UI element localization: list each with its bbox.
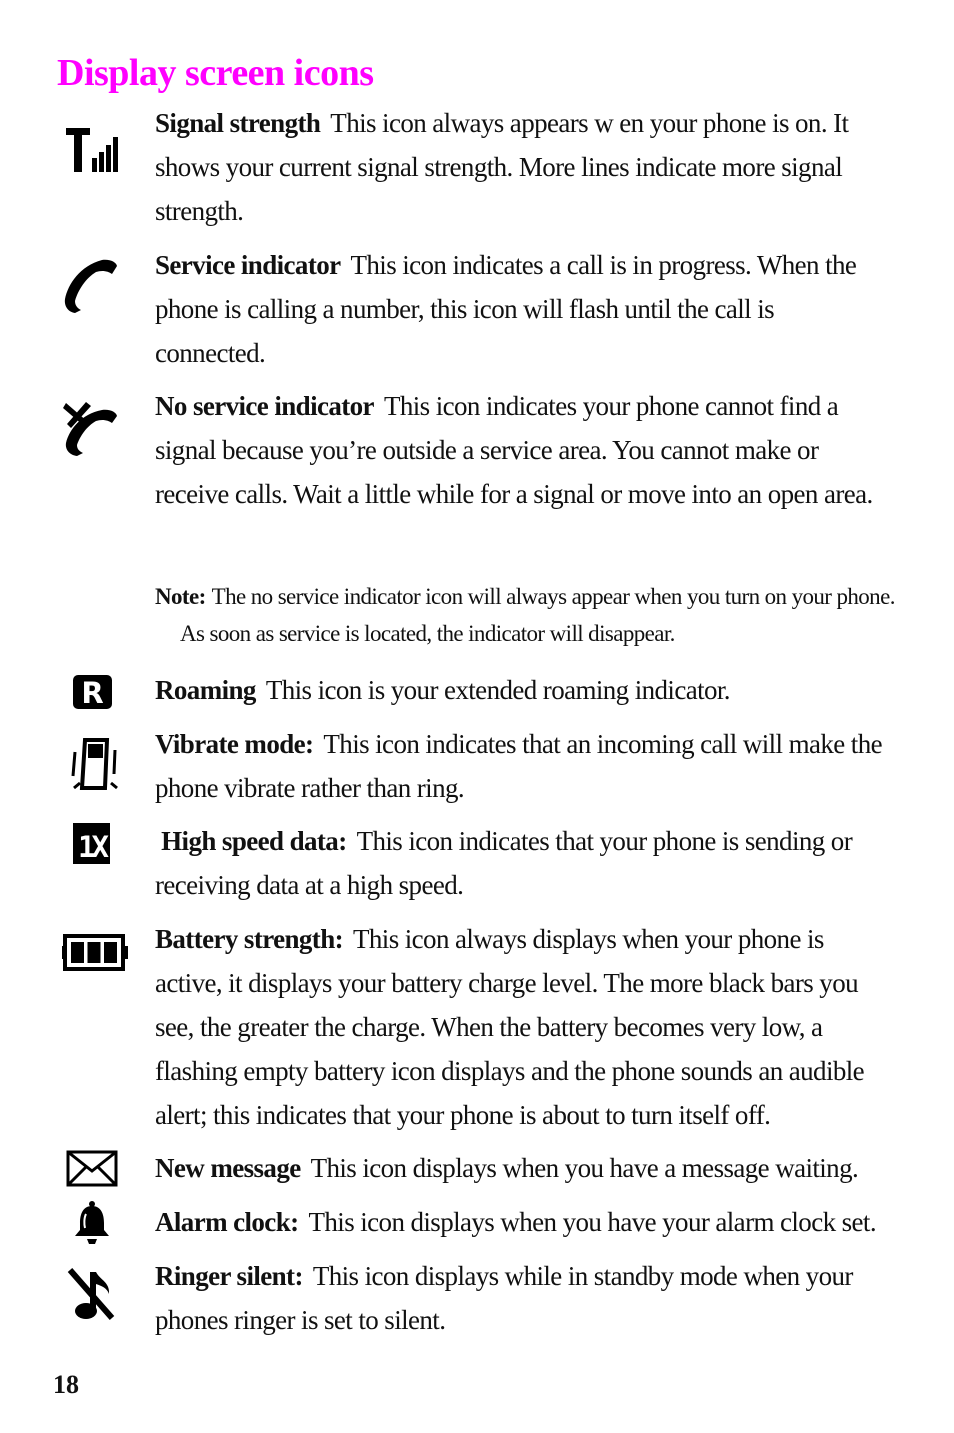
entry-term: Service indicator (155, 250, 341, 280)
no-service-handset-icon (62, 400, 118, 456)
entry-service-indicator (155, 243, 887, 375)
entry-text: This icon displays while in standby mode when your phones ringer is set to silent. (155, 1261, 853, 1335)
entry-text: This icon displays when you have a message waiting. (310, 1153, 859, 1183)
data-label: 1X (78, 830, 105, 864)
page-title: Display screen icons (57, 52, 374, 94)
entry-term: Signal strength (155, 108, 321, 138)
entry-high-speed-data (155, 819, 887, 907)
phone-handset-icon (62, 256, 118, 314)
entry-term: Vibrate mode: (155, 729, 314, 759)
battery-icon (62, 934, 128, 972)
1x-data-icon (73, 823, 110, 864)
entry-term: Alarm clock: (155, 1207, 299, 1237)
entry-text: This icon is your extended roaming indicator. (265, 675, 730, 705)
entry-term: Roaming (155, 675, 256, 705)
entry-term: High speed data: (161, 826, 347, 856)
entry-vibrate-mode (155, 722, 887, 810)
entry-alarm-clock (155, 1200, 887, 1244)
entry-text: This icon always appears w en your phone is on. It shows your current signal strength. More lines indicate more signal strength. (155, 108, 849, 226)
entry-new-message (155, 1146, 887, 1190)
entry-text: This icon indicates your phone cannot find a signal because you’re outside a service area. You cannot make or receive calls. Wait a little while for a signal or move into an open area. (155, 391, 873, 509)
ringer-silent-icon (66, 1266, 116, 1322)
note (155, 578, 895, 652)
entry-text: This icon indicates that an incoming call will make the phone vibrate rather than ring. (155, 729, 882, 803)
entry-term: New message (155, 1153, 301, 1183)
signal-strength-icon (64, 126, 118, 174)
roaming-letter: R (81, 676, 104, 709)
note-text: The no service indicator icon will always appear when you turn on your phone. As soon as service is located, the indicator will disappear. (180, 584, 895, 646)
page-number: 18 (53, 1370, 79, 1399)
entry-term: Ringer silent: (155, 1261, 303, 1291)
entry-roaming (155, 668, 887, 712)
envelope-icon (66, 1150, 118, 1187)
entry-text: This icon always displays when your phone is active, it displays your battery charge level. The more black bars you see, the greater the charge. When the battery becomes very low, a flashing empty battery icon displays and the phone sounds an audible alert; this indicates that your phone is about to turn itself off. (155, 924, 865, 1130)
entry-text: This icon indicates that your phone is sending or receiving data at a high speed. (155, 826, 853, 900)
alarm-bell-icon (72, 1200, 112, 1245)
entry-text: This icon indicates a call is in progress. When the phone is calling a number, this icon will flash until the call is connected. (155, 250, 857, 368)
roaming-icon (73, 675, 112, 709)
entry-term: Battery strength: (155, 924, 344, 954)
entry-term: No service indicator (155, 391, 374, 421)
entry-ringer-silent (155, 1254, 887, 1342)
entry-no-service-indicator (155, 384, 887, 516)
vibrate-icon (70, 736, 120, 792)
note-label: Note: (155, 584, 206, 609)
entry-battery-strength (155, 917, 887, 1137)
entry-signal-strength (155, 101, 887, 233)
entry-text: This icon displays when you have your alarm clock set. (308, 1207, 876, 1237)
